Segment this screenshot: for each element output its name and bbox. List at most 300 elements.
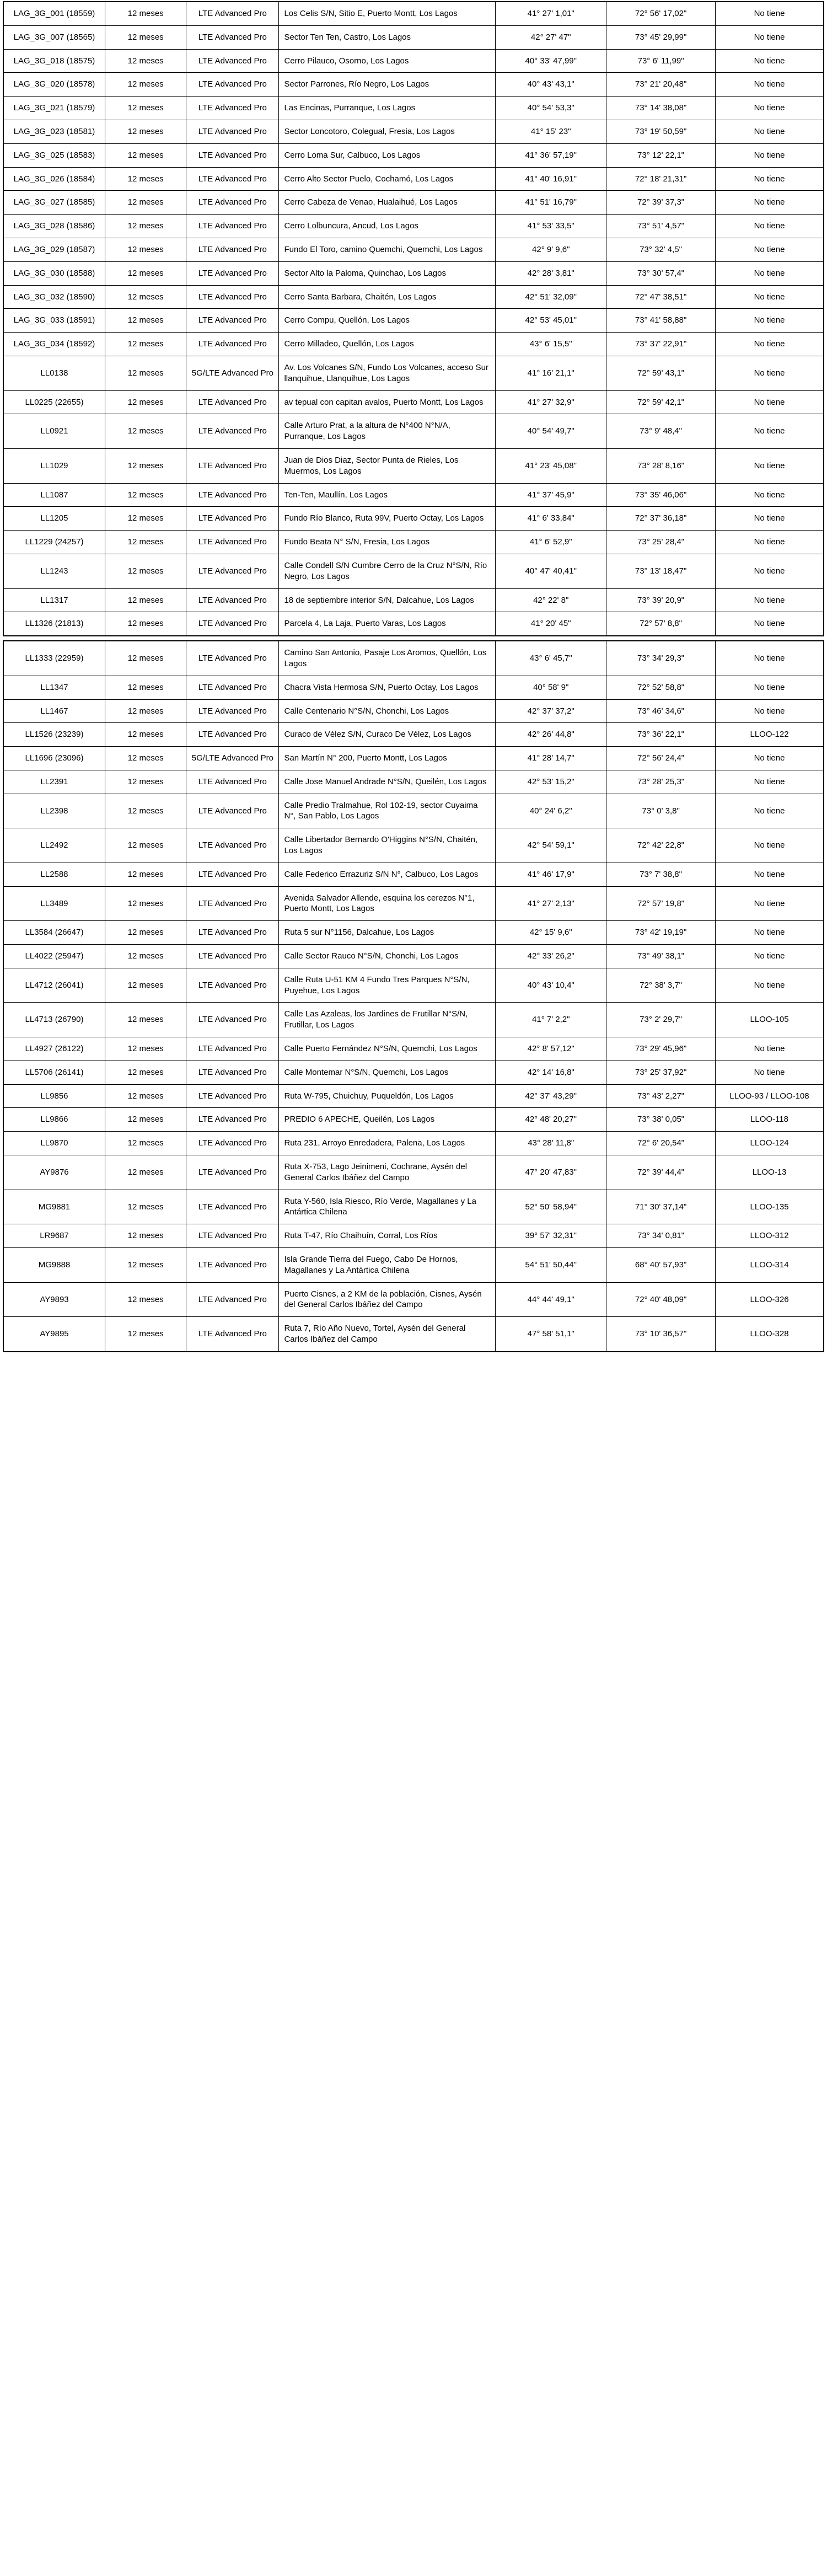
cell-duration: 12 meses bbox=[105, 1190, 186, 1224]
cell-duration: 12 meses bbox=[105, 770, 186, 794]
cell-address: Sector Loncotoro, Colegual, Fresia, Los Lagos bbox=[279, 120, 496, 143]
cell-latitude: 41° 40' 16,91" bbox=[496, 167, 606, 191]
cell-latitude: 43° 6' 45,7" bbox=[496, 641, 606, 676]
cell-address: av tepual con capitan avalos, Puerto Montt, Los Lagos bbox=[279, 390, 496, 414]
cell-code: LL9870 bbox=[3, 1132, 105, 1155]
table-row bbox=[3, 770, 824, 794]
cell-code: MG9888 bbox=[3, 1248, 105, 1283]
cell-reference: No tiene bbox=[716, 25, 824, 49]
cell-longitude: 72° 18' 21,31" bbox=[606, 167, 716, 191]
cell-code: LL1205 bbox=[3, 507, 105, 531]
cell-reference: No tiene bbox=[716, 886, 824, 921]
cell-address: Avenida Salvador Allende, esquina los cerezos N°1, Puerto Montt, Los Lagos bbox=[279, 886, 496, 921]
cell-longitude: 73° 6' 11,99" bbox=[606, 49, 716, 73]
cell-latitude: 52° 50' 58,94" bbox=[496, 1190, 606, 1224]
cell-technology: LTE Advanced Pro bbox=[186, 1190, 279, 1224]
cell-technology: LTE Advanced Pro bbox=[186, 968, 279, 1003]
cell-technology: LTE Advanced Pro bbox=[186, 1282, 279, 1317]
cell-address: Ruta X-753, Lago Jeinimeni, Cochrane, Aysén del General Carlos Ibáñez del Campo bbox=[279, 1155, 496, 1190]
sites-table-segment-2 bbox=[3, 640, 824, 1352]
cell-technology: LTE Advanced Pro bbox=[186, 945, 279, 968]
table-row bbox=[3, 1132, 824, 1155]
cell-address: Cerro Cabeza de Venao, Hualaihué, Los Lagos bbox=[279, 191, 496, 215]
cell-reference: No tiene bbox=[716, 921, 824, 945]
table-row bbox=[3, 794, 824, 828]
cell-duration: 12 meses bbox=[105, 1282, 186, 1317]
sites-table-segment-1 bbox=[3, 1, 824, 636]
cell-latitude: 43° 28' 11,8" bbox=[496, 1132, 606, 1155]
cell-address: Ten-Ten, Maullín, Los Lagos bbox=[279, 483, 496, 507]
cell-duration: 12 meses bbox=[105, 483, 186, 507]
cell-reference: No tiene bbox=[716, 554, 824, 588]
cell-technology: LTE Advanced Pro bbox=[186, 285, 279, 309]
cell-duration: 12 meses bbox=[105, 747, 186, 770]
cell-latitude: 42° 27' 47" bbox=[496, 25, 606, 49]
cell-address: Cerro Milladeo, Quellón, Los Lagos bbox=[279, 333, 496, 356]
cell-code: LAG_3G_021 (18579) bbox=[3, 97, 105, 120]
table-row bbox=[3, 73, 824, 97]
cell-duration: 12 meses bbox=[105, 554, 186, 588]
cell-duration: 12 meses bbox=[105, 261, 186, 285]
table-row bbox=[3, 1084, 824, 1108]
cell-duration: 12 meses bbox=[105, 97, 186, 120]
table-row bbox=[3, 1155, 824, 1190]
cell-latitude: 42° 37' 37,2" bbox=[496, 699, 606, 723]
table-row bbox=[3, 723, 824, 747]
cell-code: LAG_3G_026 (18584) bbox=[3, 167, 105, 191]
cell-longitude: 73° 36' 22,1" bbox=[606, 723, 716, 747]
cell-technology: LTE Advanced Pro bbox=[186, 531, 279, 554]
cell-duration: 12 meses bbox=[105, 414, 186, 449]
cell-code: LL2391 bbox=[3, 770, 105, 794]
cell-address: 18 de septiembre interior S/N, Dalcahue, Los Lagos bbox=[279, 588, 496, 612]
cell-longitude: 71° 30' 37,14" bbox=[606, 1190, 716, 1224]
cell-code: LAG_3G_030 (18588) bbox=[3, 261, 105, 285]
cell-code: LAG_3G_027 (18585) bbox=[3, 191, 105, 215]
cell-longitude: 72° 59' 42,1" bbox=[606, 390, 716, 414]
cell-code: LL1243 bbox=[3, 554, 105, 588]
cell-duration: 12 meses bbox=[105, 676, 186, 699]
cell-technology: LTE Advanced Pro bbox=[186, 1003, 279, 1037]
cell-reference: No tiene bbox=[716, 97, 824, 120]
cell-code: AY9876 bbox=[3, 1155, 105, 1190]
cell-technology: LTE Advanced Pro bbox=[186, 828, 279, 863]
cell-technology: LTE Advanced Pro bbox=[186, 794, 279, 828]
table-row bbox=[3, 531, 824, 554]
cell-code: LL9866 bbox=[3, 1108, 105, 1132]
cell-duration: 12 meses bbox=[105, 921, 186, 945]
table-row bbox=[3, 333, 824, 356]
cell-reference: No tiene bbox=[716, 699, 824, 723]
cell-address: Calle Ruta U-51 KM 4 Fundo Tres Parques N°S/N, Puyehue, Los Lagos bbox=[279, 968, 496, 1003]
cell-duration: 12 meses bbox=[105, 612, 186, 636]
cell-address: Los Celis S/N, Sitio E, Puerto Montt, Los Lagos bbox=[279, 2, 496, 25]
cell-reference: No tiene bbox=[716, 261, 824, 285]
cell-latitude: 42° 28' 3,81" bbox=[496, 261, 606, 285]
table-row bbox=[3, 1190, 824, 1224]
cell-address: Calle Centenario N°S/N, Chonchi, Los Lagos bbox=[279, 699, 496, 723]
cell-address: Fundo Beata N° S/N, Fresia, Los Lagos bbox=[279, 531, 496, 554]
table-row bbox=[3, 676, 824, 699]
cell-reference: No tiene bbox=[716, 770, 824, 794]
cell-code: LL1333 (22959) bbox=[3, 641, 105, 676]
cell-address: Calle Sector Rauco N°S/N, Chonchi, Los Lagos bbox=[279, 945, 496, 968]
cell-address: Sector Ten Ten, Castro, Los Lagos bbox=[279, 25, 496, 49]
cell-reference: LLOO-326 bbox=[716, 1282, 824, 1317]
table-row bbox=[3, 309, 824, 333]
cell-reference: No tiene bbox=[716, 167, 824, 191]
cell-duration: 12 meses bbox=[105, 448, 186, 483]
cell-address: Ruta Y-560, Isla Riesco, Río Verde, Magallanes y La Antártica Chilena bbox=[279, 1190, 496, 1224]
cell-latitude: 41° 6' 52,9" bbox=[496, 531, 606, 554]
cell-technology: 5G/LTE Advanced Pro bbox=[186, 356, 279, 390]
table-row bbox=[3, 641, 824, 676]
cell-duration: 12 meses bbox=[105, 120, 186, 143]
cell-latitude: 42° 9' 9,6" bbox=[496, 238, 606, 261]
cell-longitude: 72° 56' 17,02" bbox=[606, 2, 716, 25]
cell-latitude: 44° 44' 49,1" bbox=[496, 1282, 606, 1317]
cell-code: LL2398 bbox=[3, 794, 105, 828]
cell-duration: 12 meses bbox=[105, 794, 186, 828]
cell-latitude: 40° 54' 53,3" bbox=[496, 97, 606, 120]
cell-code: LL1696 (23096) bbox=[3, 747, 105, 770]
cell-technology: LTE Advanced Pro bbox=[186, 238, 279, 261]
cell-latitude: 42° 26' 44,8" bbox=[496, 723, 606, 747]
cell-technology: LTE Advanced Pro bbox=[186, 333, 279, 356]
table-row bbox=[3, 886, 824, 921]
cell-address: Sector Alto la Paloma, Quinchao, Los Lagos bbox=[279, 261, 496, 285]
cell-latitude: 40° 43' 10,4" bbox=[496, 968, 606, 1003]
cell-latitude: 41° 37' 45,9" bbox=[496, 483, 606, 507]
cell-duration: 12 meses bbox=[105, 1084, 186, 1108]
cell-reference: No tiene bbox=[716, 191, 824, 215]
cell-reference: No tiene bbox=[716, 588, 824, 612]
cell-longitude: 73° 46' 34,6" bbox=[606, 699, 716, 723]
cell-technology: LTE Advanced Pro bbox=[186, 414, 279, 449]
cell-address: Av. Los Volcanes S/N, Fundo Los Volcanes, acceso Sur llanquihue, Llanquihue, Los Lagos bbox=[279, 356, 496, 390]
cell-code: LL3584 (26647) bbox=[3, 921, 105, 945]
cell-duration: 12 meses bbox=[105, 49, 186, 73]
cell-technology: LTE Advanced Pro bbox=[186, 588, 279, 612]
cell-longitude: 73° 49' 38,1" bbox=[606, 945, 716, 968]
cell-address: Calle Puerto Fernández N°S/N, Quemchi, Los Lagos bbox=[279, 1037, 496, 1061]
table-row bbox=[3, 945, 824, 968]
cell-latitude: 41° 16' 21,1" bbox=[496, 356, 606, 390]
table-row bbox=[3, 97, 824, 120]
cell-latitude: 54° 51' 50,44" bbox=[496, 1248, 606, 1283]
cell-duration: 12 meses bbox=[105, 356, 186, 390]
cell-technology: LTE Advanced Pro bbox=[186, 191, 279, 215]
cell-duration: 12 meses bbox=[105, 2, 186, 25]
table-row bbox=[3, 356, 824, 390]
cell-address: Fundo El Toro, camino Quemchi, Quemchi, Los Lagos bbox=[279, 238, 496, 261]
cell-reference: No tiene bbox=[716, 794, 824, 828]
cell-duration: 12 meses bbox=[105, 191, 186, 215]
cell-technology: LTE Advanced Pro bbox=[186, 483, 279, 507]
cell-code: LL1029 bbox=[3, 448, 105, 483]
cell-longitude: 72° 6' 20,54" bbox=[606, 1132, 716, 1155]
cell-longitude: 72° 39' 37,3" bbox=[606, 191, 716, 215]
cell-reference: LLOO-124 bbox=[716, 1132, 824, 1155]
cell-duration: 12 meses bbox=[105, 1224, 186, 1248]
cell-address: Calle Condell S/N Cumbre Cerro de la Cruz N°S/N, Río Negro, Los Lagos bbox=[279, 554, 496, 588]
cell-reference: No tiene bbox=[716, 828, 824, 863]
table-row bbox=[3, 120, 824, 143]
cell-latitude: 41° 46' 17,9" bbox=[496, 863, 606, 886]
cell-longitude: 72° 57' 8,8" bbox=[606, 612, 716, 636]
cell-address: Fundo Río Blanco, Ruta 99V, Puerto Octay, Los Lagos bbox=[279, 507, 496, 531]
cell-technology: LTE Advanced Pro bbox=[186, 448, 279, 483]
cell-code: LL1087 bbox=[3, 483, 105, 507]
cell-latitude: 42° 48' 20,27" bbox=[496, 1108, 606, 1132]
cell-duration: 12 meses bbox=[105, 1037, 186, 1061]
cell-longitude: 73° 45' 29,99" bbox=[606, 25, 716, 49]
table-row bbox=[3, 261, 824, 285]
table-row bbox=[3, 699, 824, 723]
cell-code: LL5706 (26141) bbox=[3, 1061, 105, 1084]
cell-longitude: 73° 13' 18,47" bbox=[606, 554, 716, 588]
cell-technology: LTE Advanced Pro bbox=[186, 507, 279, 531]
cell-latitude: 40° 33' 47,99" bbox=[496, 49, 606, 73]
page-break-gap bbox=[3, 636, 824, 640]
cell-duration: 12 meses bbox=[105, 285, 186, 309]
cell-technology: LTE Advanced Pro bbox=[186, 73, 279, 97]
cell-address: Calle Arturo Prat, a la altura de N°400 N°N/A, Purranque, Los Lagos bbox=[279, 414, 496, 449]
table-row bbox=[3, 1282, 824, 1317]
table-row bbox=[3, 747, 824, 770]
cell-latitude: 41° 20' 45" bbox=[496, 612, 606, 636]
cell-longitude: 72° 47' 38,51" bbox=[606, 285, 716, 309]
cell-reference: No tiene bbox=[716, 285, 824, 309]
cell-duration: 12 meses bbox=[105, 723, 186, 747]
table-row bbox=[3, 414, 824, 449]
cell-latitude: 40° 47' 40,41" bbox=[496, 554, 606, 588]
cell-latitude: 41° 23' 45,08" bbox=[496, 448, 606, 483]
cell-code: LAG_3G_029 (18587) bbox=[3, 238, 105, 261]
cell-reference: No tiene bbox=[716, 356, 824, 390]
cell-longitude: 72° 59' 43,1" bbox=[606, 356, 716, 390]
cell-latitude: 41° 27' 32,9" bbox=[496, 390, 606, 414]
cell-latitude: 42° 8' 57,12" bbox=[496, 1037, 606, 1061]
table-row bbox=[3, 49, 824, 73]
cell-code: LL4022 (25947) bbox=[3, 945, 105, 968]
cell-latitude: 41° 27' 2,13" bbox=[496, 886, 606, 921]
cell-technology: LTE Advanced Pro bbox=[186, 390, 279, 414]
cell-address: Ruta 7, Río Año Nuevo, Tortel, Aysén del General Carlos Ibáñez del Campo bbox=[279, 1317, 496, 1352]
cell-longitude: 68° 40' 57,93" bbox=[606, 1248, 716, 1283]
cell-duration: 12 meses bbox=[105, 641, 186, 676]
cell-technology: LTE Advanced Pro bbox=[186, 699, 279, 723]
table-row bbox=[3, 25, 824, 49]
cell-reference: LLOO-122 bbox=[716, 723, 824, 747]
cell-duration: 12 meses bbox=[105, 1003, 186, 1037]
cell-longitude: 72° 37' 36,18" bbox=[606, 507, 716, 531]
cell-latitude: 41° 53' 33,5" bbox=[496, 215, 606, 238]
cell-code: LAG_3G_025 (18583) bbox=[3, 143, 105, 167]
cell-technology: LTE Advanced Pro bbox=[186, 886, 279, 921]
table-row bbox=[3, 191, 824, 215]
cell-reference: LLOO-312 bbox=[716, 1224, 824, 1248]
cell-address: Camino San Antonio, Pasaje Los Aromos, Quellón, Los Lagos bbox=[279, 641, 496, 676]
cell-technology: LTE Advanced Pro bbox=[186, 1248, 279, 1283]
cell-address: Curaco de Vélez S/N, Curaco De Vélez, Los Lagos bbox=[279, 723, 496, 747]
cell-longitude: 73° 34' 29,3" bbox=[606, 641, 716, 676]
table-row bbox=[3, 285, 824, 309]
cell-code: LL0225 (22655) bbox=[3, 390, 105, 414]
cell-address: Cerro Alto Sector Puelo, Cochamó, Los Lagos bbox=[279, 167, 496, 191]
cell-latitude: 39° 57' 32,31" bbox=[496, 1224, 606, 1248]
cell-address: Las Encinas, Purranque, Los Lagos bbox=[279, 97, 496, 120]
table-row bbox=[3, 968, 824, 1003]
cell-longitude: 73° 32' 4,5" bbox=[606, 238, 716, 261]
cell-code: LAG_3G_018 (18575) bbox=[3, 49, 105, 73]
table-row bbox=[3, 588, 824, 612]
cell-longitude: 73° 28' 8,16" bbox=[606, 448, 716, 483]
cell-technology: LTE Advanced Pro bbox=[186, 770, 279, 794]
cell-code: LL3489 bbox=[3, 886, 105, 921]
cell-code: LL1317 bbox=[3, 588, 105, 612]
cell-longitude: 73° 34' 0,81" bbox=[606, 1224, 716, 1248]
cell-latitude: 42° 22' 8" bbox=[496, 588, 606, 612]
cell-technology: LTE Advanced Pro bbox=[186, 1155, 279, 1190]
cell-technology: LTE Advanced Pro bbox=[186, 863, 279, 886]
cell-technology: LTE Advanced Pro bbox=[186, 215, 279, 238]
cell-technology: LTE Advanced Pro bbox=[186, 309, 279, 333]
cell-latitude: 41° 28' 14,7" bbox=[496, 747, 606, 770]
cell-duration: 12 meses bbox=[105, 699, 186, 723]
cell-duration: 12 meses bbox=[105, 1061, 186, 1084]
cell-code: LL0138 bbox=[3, 356, 105, 390]
cell-code: LL1347 bbox=[3, 676, 105, 699]
cell-address: Puerto Cisnes, a 2 KM de la población, Cisnes, Aysén del General Carlos Ibáñez del Campo bbox=[279, 1282, 496, 1317]
table-row bbox=[3, 1248, 824, 1283]
cell-duration: 12 meses bbox=[105, 945, 186, 968]
cell-reference: No tiene bbox=[716, 968, 824, 1003]
table-row bbox=[3, 828, 824, 863]
cell-address: Chacra Vista Hermosa S/N, Puerto Octay, Los Lagos bbox=[279, 676, 496, 699]
table-row bbox=[3, 238, 824, 261]
cell-technology: LTE Advanced Pro bbox=[186, 921, 279, 945]
cell-code: LAG_3G_007 (18565) bbox=[3, 25, 105, 49]
cell-duration: 12 meses bbox=[105, 588, 186, 612]
cell-longitude: 73° 35' 46,06" bbox=[606, 483, 716, 507]
cell-duration: 12 meses bbox=[105, 215, 186, 238]
cell-longitude: 73° 14' 38,08" bbox=[606, 97, 716, 120]
cell-address: Ruta 5 sur N°1156, Dalcahue, Los Lagos bbox=[279, 921, 496, 945]
cell-reference: No tiene bbox=[716, 641, 824, 676]
table-row bbox=[3, 390, 824, 414]
cell-reference: No tiene bbox=[716, 2, 824, 25]
cell-latitude: 41° 51' 16,79" bbox=[496, 191, 606, 215]
cell-reference: No tiene bbox=[716, 414, 824, 449]
cell-reference: LLOO-135 bbox=[716, 1190, 824, 1224]
table-row bbox=[3, 612, 824, 636]
cell-address: Calle Montemar N°S/N, Quemchi, Los Lagos bbox=[279, 1061, 496, 1084]
cell-technology: LTE Advanced Pro bbox=[186, 612, 279, 636]
cell-technology: LTE Advanced Pro bbox=[186, 120, 279, 143]
cell-reference: No tiene bbox=[716, 507, 824, 531]
cell-reference: LLOO-118 bbox=[716, 1108, 824, 1132]
cell-duration: 12 meses bbox=[105, 309, 186, 333]
table-row bbox=[3, 483, 824, 507]
cell-latitude: 42° 37' 43,29" bbox=[496, 1084, 606, 1108]
cell-duration: 12 meses bbox=[105, 828, 186, 863]
cell-longitude: 72° 57' 19,8" bbox=[606, 886, 716, 921]
cell-longitude: 73° 41' 58,88" bbox=[606, 309, 716, 333]
cell-code: LL4712 (26041) bbox=[3, 968, 105, 1003]
cell-duration: 12 meses bbox=[105, 1155, 186, 1190]
cell-code: LAG_3G_020 (18578) bbox=[3, 73, 105, 97]
cell-reference: No tiene bbox=[716, 390, 824, 414]
cell-latitude: 40° 24' 6,2" bbox=[496, 794, 606, 828]
cell-address: Sector Parrones, Río Negro, Los Lagos bbox=[279, 73, 496, 97]
cell-address: San Martín N° 200, Puerto Montt, Los Lagos bbox=[279, 747, 496, 770]
cell-code: LAG_3G_001 (18559) bbox=[3, 2, 105, 25]
cell-latitude: 43° 6' 15,5" bbox=[496, 333, 606, 356]
cell-duration: 12 meses bbox=[105, 143, 186, 167]
cell-latitude: 41° 7' 2,2" bbox=[496, 1003, 606, 1037]
cell-duration: 12 meses bbox=[105, 531, 186, 554]
cell-code: AY9895 bbox=[3, 1317, 105, 1352]
cell-longitude: 73° 38' 0,05" bbox=[606, 1108, 716, 1132]
cell-address: Calle Predio Tralmahue, Rol 102-19, sector Cuyaima N°, San Pablo, Los Lagos bbox=[279, 794, 496, 828]
cell-technology: LTE Advanced Pro bbox=[186, 143, 279, 167]
cell-latitude: 41° 36' 57,19" bbox=[496, 143, 606, 167]
cell-longitude: 73° 28' 25,3" bbox=[606, 770, 716, 794]
cell-longitude: 73° 0' 3,8" bbox=[606, 794, 716, 828]
cell-code: LR9687 bbox=[3, 1224, 105, 1248]
cell-duration: 12 meses bbox=[105, 1248, 186, 1283]
cell-latitude: 42° 15' 9,6" bbox=[496, 921, 606, 945]
cell-reference: No tiene bbox=[716, 863, 824, 886]
cell-reference: No tiene bbox=[716, 49, 824, 73]
cell-address: Cerro Pilauco, Osorno, Los Lagos bbox=[279, 49, 496, 73]
cell-address: Isla Grande Tierra del Fuego, Cabo De Hornos, Magallanes y La Antártica Chilena bbox=[279, 1248, 496, 1283]
cell-technology: LTE Advanced Pro bbox=[186, 554, 279, 588]
cell-reference: No tiene bbox=[716, 676, 824, 699]
table-row bbox=[3, 1061, 824, 1084]
cell-technology: LTE Advanced Pro bbox=[186, 1037, 279, 1061]
cell-code: LL1526 (23239) bbox=[3, 723, 105, 747]
table-row bbox=[3, 1224, 824, 1248]
cell-code: LL1229 (24257) bbox=[3, 531, 105, 554]
table-row bbox=[3, 448, 824, 483]
cell-code: LL9856 bbox=[3, 1084, 105, 1108]
table-row bbox=[3, 167, 824, 191]
cell-technology: LTE Advanced Pro bbox=[186, 1084, 279, 1108]
cell-reference: No tiene bbox=[716, 1037, 824, 1061]
cell-longitude: 73° 29' 45,96" bbox=[606, 1037, 716, 1061]
cell-latitude: 41° 27' 1,01" bbox=[496, 2, 606, 25]
cell-address: Cerro Loma Sur, Calbuco, Los Lagos bbox=[279, 143, 496, 167]
cell-duration: 12 meses bbox=[105, 1317, 186, 1352]
cell-duration: 12 meses bbox=[105, 167, 186, 191]
cell-code: LL0921 bbox=[3, 414, 105, 449]
cell-duration: 12 meses bbox=[105, 1108, 186, 1132]
cell-longitude: 73° 21' 20,48" bbox=[606, 73, 716, 97]
cell-technology: LTE Advanced Pro bbox=[186, 1224, 279, 1248]
cell-reference: LLOO-13 bbox=[716, 1155, 824, 1190]
cell-duration: 12 meses bbox=[105, 333, 186, 356]
cell-address: PREDIO 6 APECHE, Queilén, Los Lagos bbox=[279, 1108, 496, 1132]
cell-duration: 12 meses bbox=[105, 886, 186, 921]
cell-reference: No tiene bbox=[716, 531, 824, 554]
cell-code: LL4927 (26122) bbox=[3, 1037, 105, 1061]
cell-longitude: 73° 19' 50,59" bbox=[606, 120, 716, 143]
cell-longitude: 72° 56' 24,4" bbox=[606, 747, 716, 770]
cell-technology: LTE Advanced Pro bbox=[186, 1061, 279, 1084]
table-row bbox=[3, 2, 824, 25]
